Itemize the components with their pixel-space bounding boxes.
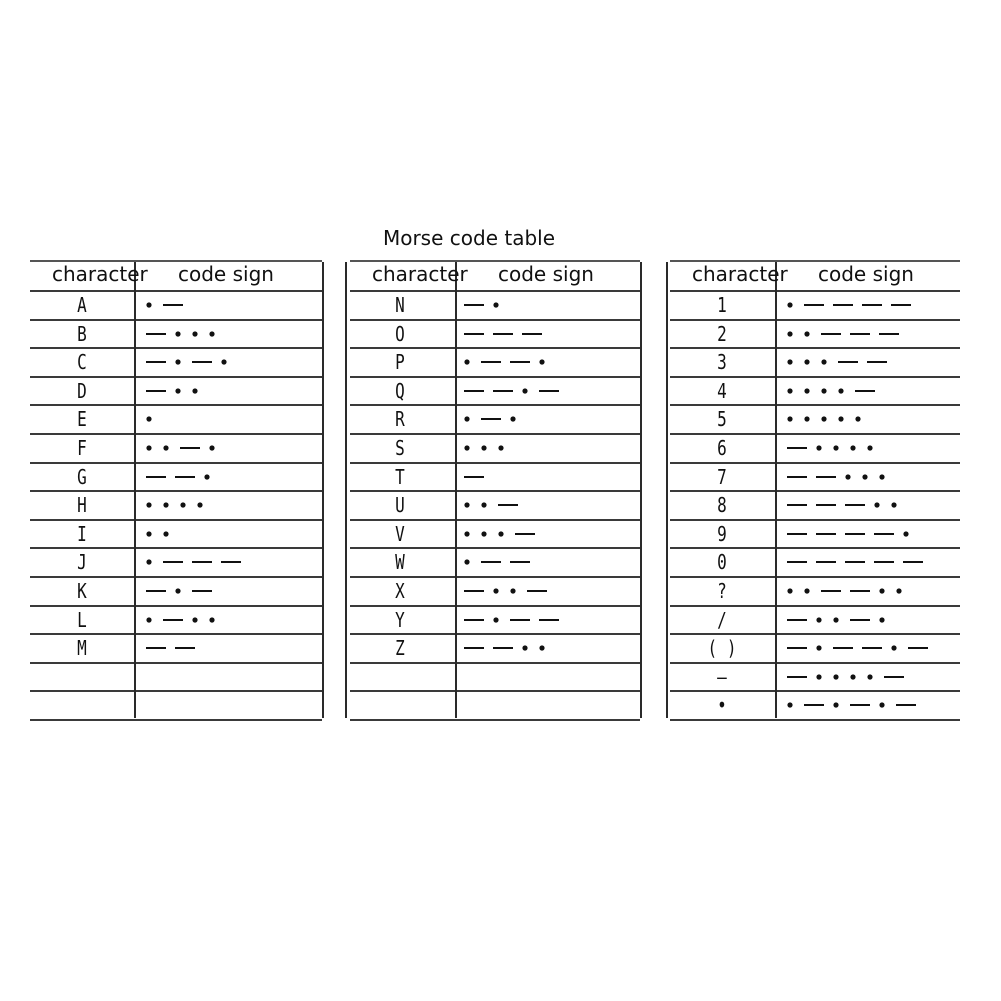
- character-cell: E: [77, 407, 87, 432]
- morse-dash: [850, 590, 870, 592]
- morse-dot: [816, 646, 821, 651]
- character-cell: G: [77, 464, 87, 489]
- table-title: Morse code table: [382, 226, 556, 250]
- morse-dot: [867, 445, 872, 450]
- code-sign-marks: [142, 635, 322, 661]
- morse-dash: [787, 676, 807, 678]
- character-cell: M: [77, 636, 87, 661]
- row-rule: [670, 719, 960, 721]
- row-rule: [30, 690, 322, 692]
- morse-dash: [522, 333, 542, 335]
- code-sign-marks: [783, 292, 963, 318]
- code-sign-marks: [783, 664, 963, 690]
- morse-dot: [891, 646, 896, 651]
- morse-dot: [464, 531, 469, 536]
- morse-dot: [838, 388, 843, 393]
- morse-dot: [804, 360, 809, 365]
- code-sign-marks: [783, 692, 963, 718]
- morse-dot: [146, 417, 151, 422]
- morse-dash: [787, 533, 807, 535]
- morse-dot: [493, 302, 498, 307]
- morse-dot: [209, 617, 214, 622]
- character-cell: Z: [395, 636, 405, 661]
- morse-dash: [146, 361, 166, 363]
- morse-dash: [539, 390, 559, 392]
- morse-dash: [464, 390, 484, 392]
- morse-dash: [464, 619, 484, 621]
- code-sign-marks: [783, 321, 963, 347]
- code-sign-marks: [142, 549, 322, 575]
- morse-dot: [804, 417, 809, 422]
- morse-dot: [146, 617, 151, 622]
- morse-dot: [833, 703, 838, 708]
- morse-dot: [821, 360, 826, 365]
- morse-dash: [816, 476, 836, 478]
- header-code-sign: code sign: [498, 262, 594, 286]
- morse-dot: [787, 703, 792, 708]
- morse-dot: [879, 617, 884, 622]
- code-sign-marks: [142, 492, 322, 518]
- column-rule: [775, 262, 777, 718]
- morse-dash: [833, 304, 853, 306]
- morse-dash: [845, 504, 865, 506]
- character-cell: S: [395, 436, 405, 460]
- morse-dot: [481, 503, 486, 508]
- morse-dot: [192, 388, 197, 393]
- morse-dash: [481, 361, 501, 363]
- code-sign-marks: [783, 349, 963, 375]
- morse-dash: [192, 590, 212, 592]
- code-sign-marks: [460, 549, 640, 575]
- character-cell: D: [77, 378, 87, 403]
- morse-dash: [221, 561, 241, 563]
- morse-dash: [833, 647, 853, 649]
- morse-dash: [903, 561, 923, 563]
- character-cell: I: [77, 521, 87, 546]
- character-cell: 8: [717, 493, 727, 518]
- character-cell: B: [77, 321, 87, 346]
- morse-dot: [879, 588, 884, 593]
- character-cell: W: [395, 550, 405, 575]
- morse-dash: [464, 590, 484, 592]
- morse-dot: [879, 703, 884, 708]
- morse-dash: [821, 590, 841, 592]
- morse-dash: [146, 390, 166, 392]
- morse-dash: [838, 361, 858, 363]
- morse-dot: [522, 646, 527, 651]
- morse-dash: [192, 561, 212, 563]
- morse-dot: [862, 474, 867, 479]
- code-sign-marks: [783, 549, 963, 575]
- character-cell: O: [395, 321, 405, 346]
- row-rule: [30, 662, 322, 664]
- morse-dash: [464, 333, 484, 335]
- morse-dash: [175, 647, 195, 649]
- morse-dash: [787, 561, 807, 563]
- morse-dot: [209, 331, 214, 336]
- morse-dot: [498, 531, 503, 536]
- morse-dash: [787, 447, 807, 449]
- morse-dash: [816, 561, 836, 563]
- character-cell: H: [77, 493, 87, 518]
- morse-dash: [493, 333, 513, 335]
- morse-dash: [850, 704, 870, 706]
- morse-dash: [481, 418, 501, 420]
- morse-dot: [146, 445, 151, 450]
- morse-dash: [510, 561, 530, 563]
- character-cell: A: [77, 293, 87, 317]
- code-sign-marks: [783, 406, 963, 432]
- morse-dot: [903, 531, 908, 536]
- code-sign-marks: [460, 464, 640, 490]
- morse-dash: [539, 619, 559, 621]
- character-cell: 5: [717, 407, 727, 432]
- character-cell: —: [717, 664, 727, 689]
- morse-dot: [464, 417, 469, 422]
- morse-dot: [192, 331, 197, 336]
- morse-dot: [838, 417, 843, 422]
- morse-dot: [163, 503, 168, 508]
- character-cell: P: [395, 350, 405, 375]
- morse-dash: [879, 333, 899, 335]
- column-rule: [455, 262, 457, 718]
- morse-dash: [845, 561, 865, 563]
- morse-dot: [879, 474, 884, 479]
- morse-dot: [175, 360, 180, 365]
- morse-dash: [464, 647, 484, 649]
- column-rule: [345, 262, 347, 718]
- code-sign-marks: [783, 578, 963, 604]
- code-sign-marks: [142, 349, 322, 375]
- morse-dot: [146, 503, 151, 508]
- morse-dot: [821, 388, 826, 393]
- morse-dot: [891, 503, 896, 508]
- code-sign-marks: [460, 378, 640, 404]
- code-sign-marks: [142, 521, 322, 547]
- morse-dot: [850, 674, 855, 679]
- column-rule: [666, 262, 668, 718]
- morse-dot: [804, 588, 809, 593]
- morse-dot: [493, 617, 498, 622]
- morse-dash: [845, 533, 865, 535]
- morse-dot: [787, 331, 792, 336]
- character-cell: Y: [395, 607, 405, 632]
- morse-dash: [163, 304, 183, 306]
- code-sign-marks: [460, 292, 640, 318]
- morse-dot: [816, 617, 821, 622]
- morse-dot: [510, 588, 515, 593]
- morse-dot: [163, 445, 168, 450]
- code-sign-marks: [142, 321, 322, 347]
- character-cell: 9: [717, 521, 727, 546]
- morse-dot: [850, 445, 855, 450]
- morse-dot: [146, 531, 151, 536]
- morse-dot: [539, 646, 544, 651]
- morse-dash: [510, 361, 530, 363]
- code-sign-marks: [142, 578, 322, 604]
- morse-dot: [510, 417, 515, 422]
- code-sign-marks: [460, 521, 640, 547]
- character-cell: R: [395, 407, 405, 432]
- code-sign-marks: [783, 492, 963, 518]
- morse-dot: [787, 302, 792, 307]
- code-sign-marks: [142, 607, 322, 633]
- morse-dot: [816, 445, 821, 450]
- morse-dot: [845, 474, 850, 479]
- morse-dash: [908, 647, 928, 649]
- character-cell: C: [77, 350, 87, 375]
- morse-dot: [787, 588, 792, 593]
- code-sign-marks: [142, 292, 322, 318]
- morse-dot: [464, 360, 469, 365]
- morse-dot: [498, 445, 503, 450]
- morse-dot: [481, 531, 486, 536]
- morse-dot: [464, 445, 469, 450]
- code-sign-marks: [783, 464, 963, 490]
- code-sign-marks: [460, 406, 640, 432]
- character-cell: Q: [395, 378, 405, 403]
- row-rule: [350, 719, 640, 721]
- morse-dash: [874, 533, 894, 535]
- morse-dash: [146, 333, 166, 335]
- header-code-sign: code sign: [178, 262, 274, 286]
- character-cell: V: [395, 521, 405, 546]
- character-cell: 6: [717, 436, 727, 460]
- character-cell: ?: [717, 579, 727, 603]
- code-sign-marks: [783, 378, 963, 404]
- morse-dash: [481, 561, 501, 563]
- morse-dash: [510, 619, 530, 621]
- morse-dot: [867, 674, 872, 679]
- morse-dot: [180, 503, 185, 508]
- morse-dot: [464, 560, 469, 565]
- morse-dot: [816, 674, 821, 679]
- code-sign-marks: [142, 378, 322, 404]
- morse-dot: [821, 417, 826, 422]
- character-cell: K: [77, 579, 87, 603]
- morse-dot: [146, 302, 151, 307]
- morse-dash: [816, 504, 836, 506]
- morse-dash: [821, 333, 841, 335]
- code-sign-marks: [460, 578, 640, 604]
- morse-dash: [867, 361, 887, 363]
- column-rule: [322, 262, 324, 718]
- morse-dash: [804, 304, 824, 306]
- morse-dash: [816, 533, 836, 535]
- code-sign-marks: [460, 321, 640, 347]
- character-cell: ( ): [707, 636, 737, 661]
- character-cell: F: [77, 436, 87, 460]
- code-sign-marks: [783, 521, 963, 547]
- character-cell: U: [395, 493, 405, 518]
- column-rule: [134, 262, 136, 718]
- morse-dot: [175, 588, 180, 593]
- morse-dot: [787, 360, 792, 365]
- morse-dot: [192, 617, 197, 622]
- header-character: character: [372, 262, 468, 286]
- character-cell: 0: [717, 550, 727, 575]
- code-sign-marks: [460, 435, 640, 461]
- morse-dash: [787, 647, 807, 649]
- code-sign-marks: [142, 464, 322, 490]
- morse-dash: [180, 447, 200, 449]
- code-sign-marks: [142, 406, 322, 432]
- code-sign-marks: [783, 635, 963, 661]
- row-rule: [350, 690, 640, 692]
- code-sign-marks: [460, 492, 640, 518]
- code-sign-marks: [783, 607, 963, 633]
- morse-dash: [884, 676, 904, 678]
- morse-dash: [163, 619, 183, 621]
- character-cell: 4: [717, 378, 727, 403]
- morse-dash: [146, 476, 166, 478]
- column-rule: [640, 262, 642, 718]
- morse-dash: [874, 561, 894, 563]
- morse-dot: [163, 531, 168, 536]
- morse-dash: [146, 590, 166, 592]
- morse-dot: [896, 588, 901, 593]
- morse-dot: [493, 588, 498, 593]
- morse-dash: [498, 504, 518, 506]
- character-cell: 1: [717, 293, 727, 317]
- morse-dash: [175, 476, 195, 478]
- character-cell: L: [77, 607, 87, 632]
- morse-dot: [209, 445, 214, 450]
- character-cell: •: [717, 693, 727, 718]
- morse-dash: [493, 390, 513, 392]
- morse-dot: [833, 617, 838, 622]
- morse-dot: [522, 388, 527, 393]
- character-cell: T: [395, 464, 405, 489]
- morse-dot: [833, 445, 838, 450]
- morse-dash: [891, 304, 911, 306]
- morse-dash: [146, 647, 166, 649]
- morse-dot: [855, 417, 860, 422]
- morse-dot: [464, 503, 469, 508]
- morse-dash: [862, 304, 882, 306]
- morse-dash: [163, 561, 183, 563]
- code-sign-marks: [460, 607, 640, 633]
- morse-dash: [493, 647, 513, 649]
- morse-dash: [896, 704, 916, 706]
- header-character: character: [692, 262, 788, 286]
- row-rule: [350, 662, 640, 664]
- morse-dash: [527, 590, 547, 592]
- character-cell: J: [77, 550, 87, 575]
- character-cell: 3: [717, 350, 727, 375]
- morse-dot: [539, 360, 544, 365]
- character-cell: N: [395, 293, 405, 317]
- morse-dash: [787, 619, 807, 621]
- morse-dash: [862, 647, 882, 649]
- morse-dash: [850, 619, 870, 621]
- morse-dash: [464, 304, 484, 306]
- morse-dot: [175, 388, 180, 393]
- header-code-sign: code sign: [818, 262, 914, 286]
- morse-dot: [787, 388, 792, 393]
- morse-dot: [481, 445, 486, 450]
- morse-dot: [197, 503, 202, 508]
- code-sign-marks: [460, 635, 640, 661]
- morse-dash: [787, 504, 807, 506]
- morse-dot: [874, 503, 879, 508]
- row-rule: [30, 719, 322, 721]
- code-sign-marks: [783, 435, 963, 461]
- morse-dot: [204, 474, 209, 479]
- morse-dot: [804, 388, 809, 393]
- character-cell: 7: [717, 464, 727, 489]
- morse-dash: [855, 390, 875, 392]
- morse-dot: [146, 560, 151, 565]
- morse-dash: [192, 361, 212, 363]
- morse-dot: [221, 360, 226, 365]
- character-cell: /: [717, 607, 727, 632]
- morse-dash: [850, 333, 870, 335]
- morse-dot: [833, 674, 838, 679]
- code-sign-marks: [142, 435, 322, 461]
- morse-dash: [787, 476, 807, 478]
- morse-dash: [515, 533, 535, 535]
- header-character: character: [52, 262, 148, 286]
- morse-dash: [464, 476, 484, 478]
- character-cell: 2: [717, 321, 727, 346]
- morse-dot: [175, 331, 180, 336]
- code-sign-marks: [460, 349, 640, 375]
- character-cell: X: [395, 579, 405, 603]
- morse-dot: [804, 331, 809, 336]
- morse-dash: [804, 704, 824, 706]
- morse-dot: [787, 417, 792, 422]
